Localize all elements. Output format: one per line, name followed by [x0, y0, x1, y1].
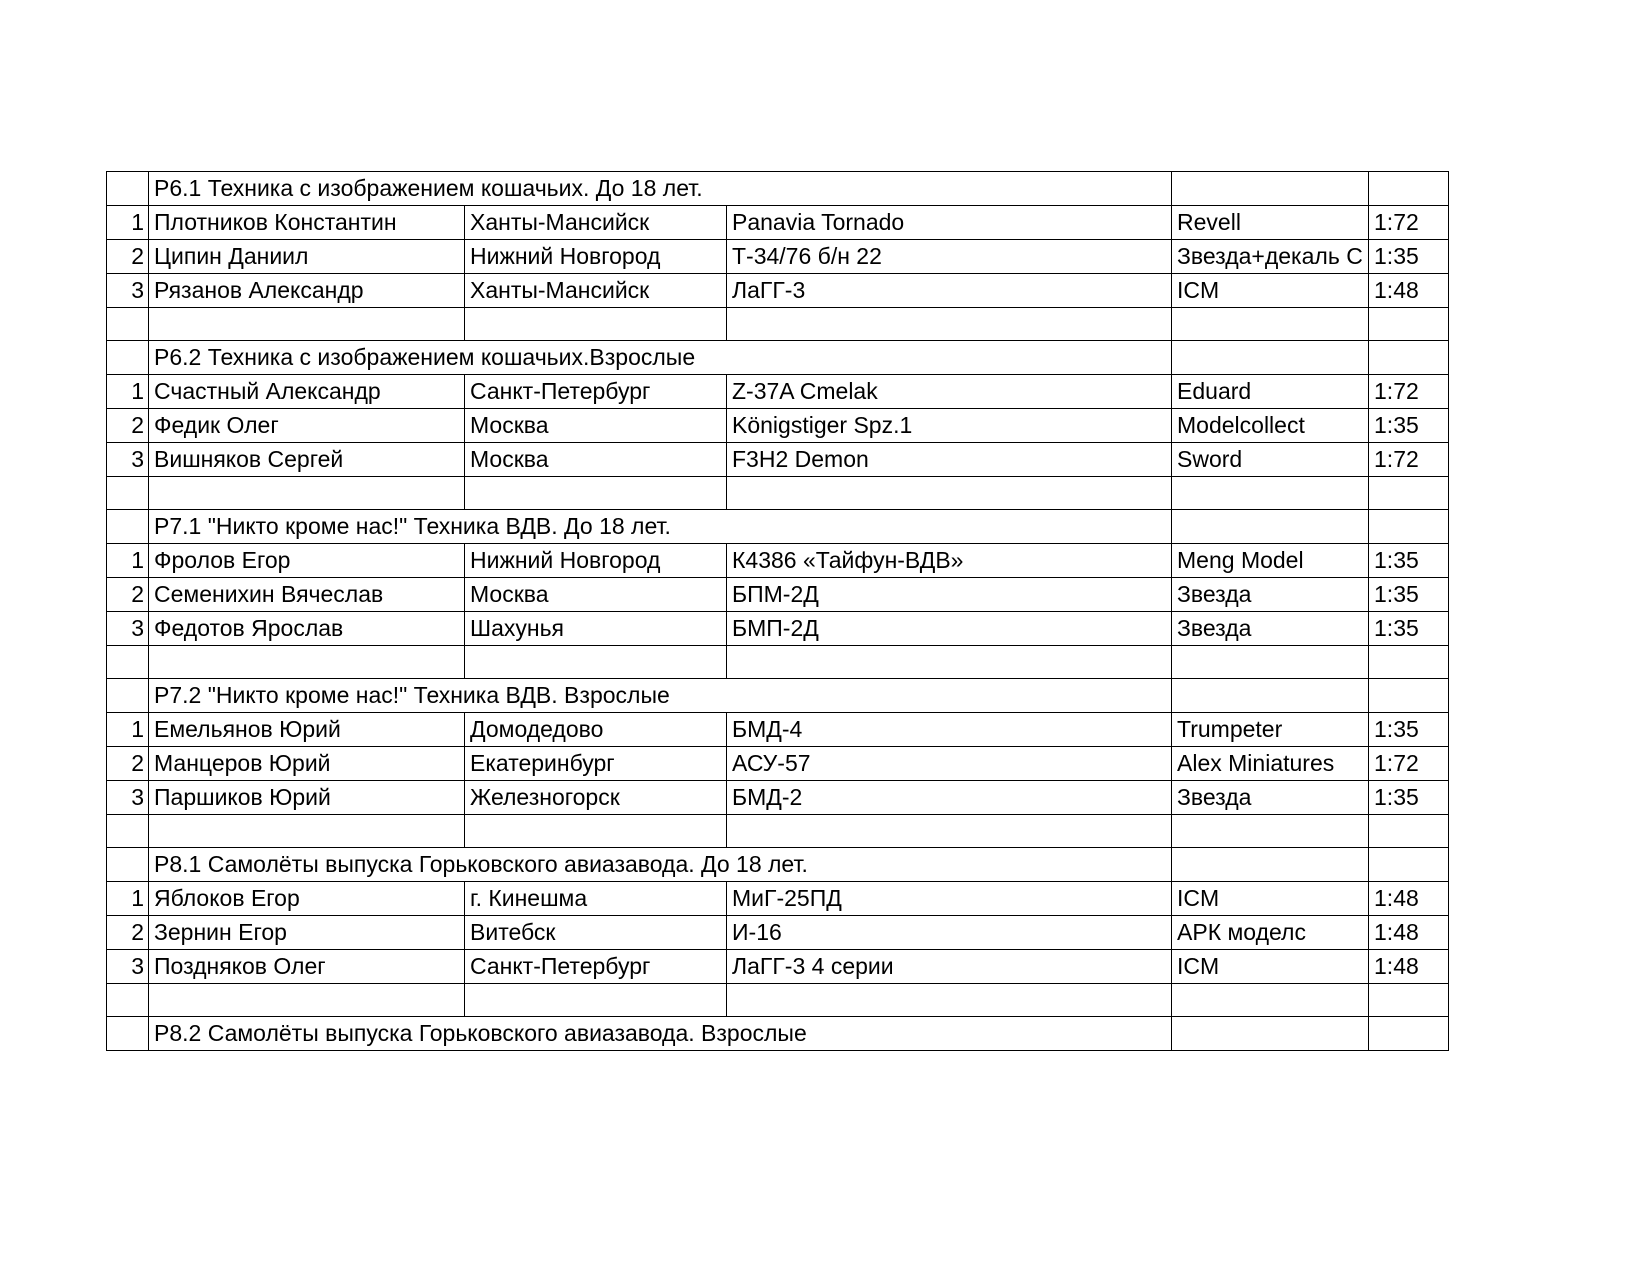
scale-cell	[1369, 646, 1449, 679]
place-cell: 1	[107, 882, 149, 916]
model-cell: Т-34/76 б/н 22	[727, 240, 1172, 274]
scale-cell	[1369, 477, 1449, 510]
table-row	[107, 409, 1449, 443]
model-cell: АСУ-57	[727, 747, 1172, 781]
name-cell: Поздняков Олег	[149, 950, 465, 984]
maker-cell	[1172, 646, 1369, 679]
model-cell: БПМ-2Д	[727, 578, 1172, 612]
name-cell: Федик Олег	[149, 409, 465, 443]
maker-cell: Meng Model	[1172, 544, 1369, 578]
model-cell: Königstiger Spz.1	[727, 409, 1172, 443]
place-cell	[107, 341, 149, 375]
place-cell	[107, 308, 149, 341]
place-cell	[107, 172, 149, 206]
place-cell	[107, 984, 149, 1017]
model-cell: ЛаГГ-3 4 серии	[727, 950, 1172, 984]
name-cell: Манцеров Юрий	[149, 747, 465, 781]
model-cell	[727, 815, 1172, 848]
place-cell: 1	[107, 544, 149, 578]
maker-cell	[1172, 308, 1369, 341]
table-row	[107, 240, 1449, 274]
spacer-row	[107, 984, 1449, 1017]
table-row	[107, 578, 1449, 612]
section-title: Р6.2 Техника с изображением кошачьих.Взрослые	[149, 341, 1172, 375]
scale-cell	[1369, 1017, 1449, 1051]
section-title-row	[107, 510, 1449, 544]
maker-cell: Modelcollect	[1172, 409, 1369, 443]
model-cell: Panavia Tornado	[727, 206, 1172, 240]
scale-cell: 1:48	[1369, 274, 1449, 308]
table-row	[107, 781, 1449, 815]
scale-cell: 1:35	[1369, 781, 1449, 815]
table-row	[107, 916, 1449, 950]
maker-cell: Trumpeter	[1172, 713, 1369, 747]
spacer-row	[107, 308, 1449, 341]
scale-cell	[1369, 308, 1449, 341]
model-cell: F3H2 Demon	[727, 443, 1172, 477]
model-cell	[727, 646, 1172, 679]
city-cell: Железногорск	[465, 781, 727, 815]
scale-cell: 1:35	[1369, 409, 1449, 443]
name-cell	[149, 984, 465, 1017]
place-cell: 3	[107, 274, 149, 308]
name-cell	[149, 477, 465, 510]
table-row	[107, 375, 1449, 409]
table-row	[107, 206, 1449, 240]
place-cell	[107, 815, 149, 848]
city-cell: Нижний Новгород	[465, 544, 727, 578]
place-cell: 1	[107, 206, 149, 240]
city-cell: Домодедово	[465, 713, 727, 747]
table-row	[107, 882, 1449, 916]
name-cell: Зернин Егор	[149, 916, 465, 950]
scale-cell	[1369, 510, 1449, 544]
model-cell: БМД-4	[727, 713, 1172, 747]
maker-cell: Eduard	[1172, 375, 1369, 409]
city-cell	[465, 984, 727, 1017]
section-title: Р8.2 Самолёты выпуска Горьковского авиазавода. Взрослые	[149, 1017, 1172, 1051]
city-cell: Витебск	[465, 916, 727, 950]
scale-cell: 1:48	[1369, 950, 1449, 984]
city-cell: Москва	[465, 578, 727, 612]
model-cell: БМД-2	[727, 781, 1172, 815]
city-cell: Ханты-Мансийск	[465, 274, 727, 308]
place-cell: 1	[107, 375, 149, 409]
model-cell: К4386 «Тайфун-ВДВ»	[727, 544, 1172, 578]
city-cell	[465, 477, 727, 510]
name-cell: Плотников Константин	[149, 206, 465, 240]
scale-cell: 1:72	[1369, 747, 1449, 781]
model-cell	[727, 984, 1172, 1017]
place-cell: 2	[107, 916, 149, 950]
scale-cell: 1:35	[1369, 713, 1449, 747]
scale-cell: 1:72	[1369, 375, 1449, 409]
city-cell: Москва	[465, 409, 727, 443]
scale-cell: 1:48	[1369, 882, 1449, 916]
place-cell	[107, 679, 149, 713]
scale-cell: 1:72	[1369, 206, 1449, 240]
section-title-row	[107, 848, 1449, 882]
name-cell: Ципин Даниил	[149, 240, 465, 274]
city-cell	[465, 815, 727, 848]
table-row	[107, 950, 1449, 984]
scale-cell	[1369, 815, 1449, 848]
maker-cell	[1172, 477, 1369, 510]
maker-cell: Звезда	[1172, 578, 1369, 612]
model-cell: ЛаГГ-3	[727, 274, 1172, 308]
maker-cell: Revell	[1172, 206, 1369, 240]
maker-cell: Звезда	[1172, 612, 1369, 646]
place-cell: 2	[107, 578, 149, 612]
model-cell: БМП-2Д	[727, 612, 1172, 646]
section-title: Р7.1 "Никто кроме нас!" Техника ВДВ. До 18 лет.	[149, 510, 1172, 544]
scale-cell	[1369, 679, 1449, 713]
scale-cell: 1:35	[1369, 240, 1449, 274]
model-cell	[727, 308, 1172, 341]
maker-cell	[1172, 172, 1369, 206]
city-cell	[465, 646, 727, 679]
name-cell: Федотов Ярослав	[149, 612, 465, 646]
place-cell: 3	[107, 443, 149, 477]
name-cell: Рязанов Александр	[149, 274, 465, 308]
place-cell: 2	[107, 240, 149, 274]
name-cell	[149, 646, 465, 679]
city-cell: Екатеринбург	[465, 747, 727, 781]
table-row	[107, 443, 1449, 477]
maker-cell	[1172, 984, 1369, 1017]
table-row	[107, 713, 1449, 747]
section-title-row	[107, 341, 1449, 375]
place-cell	[107, 477, 149, 510]
city-cell: Москва	[465, 443, 727, 477]
maker-cell: Alex Miniatures	[1172, 747, 1369, 781]
place-cell	[107, 510, 149, 544]
maker-cell	[1172, 341, 1369, 375]
spacer-row	[107, 815, 1449, 848]
table-row	[107, 274, 1449, 308]
place-cell	[107, 848, 149, 882]
model-cell: Z-37A Cmelak	[727, 375, 1172, 409]
results-table	[106, 171, 1449, 1051]
scale-cell	[1369, 984, 1449, 1017]
spacer-row	[107, 646, 1449, 679]
city-cell: Санкт-Петербург	[465, 950, 727, 984]
maker-cell: ICM	[1172, 950, 1369, 984]
place-cell: 3	[107, 950, 149, 984]
name-cell	[149, 815, 465, 848]
maker-cell	[1172, 848, 1369, 882]
model-cell: И-16	[727, 916, 1172, 950]
section-title: Р8.1 Самолёты выпуска Горьковского авиазавода. До 18 лет.	[149, 848, 1172, 882]
maker-cell	[1172, 815, 1369, 848]
city-cell: Шахунья	[465, 612, 727, 646]
maker-cell: АРК моделс	[1172, 916, 1369, 950]
scale-cell	[1369, 341, 1449, 375]
place-cell: 1	[107, 713, 149, 747]
name-cell: Фролов Егор	[149, 544, 465, 578]
maker-cell: Звезда	[1172, 781, 1369, 815]
table-row	[107, 544, 1449, 578]
place-cell	[107, 646, 149, 679]
section-title-row	[107, 172, 1449, 206]
maker-cell	[1172, 679, 1369, 713]
maker-cell	[1172, 1017, 1369, 1051]
maker-cell	[1172, 510, 1369, 544]
maker-cell: ICM	[1172, 882, 1369, 916]
section-title-row	[107, 679, 1449, 713]
scale-cell	[1369, 172, 1449, 206]
name-cell: Яблоков Егор	[149, 882, 465, 916]
scale-cell: 1:35	[1369, 578, 1449, 612]
maker-cell: ICM	[1172, 274, 1369, 308]
city-cell: Нижний Новгород	[465, 240, 727, 274]
city-cell: Санкт-Петербург	[465, 375, 727, 409]
name-cell: Паршиков Юрий	[149, 781, 465, 815]
city-cell: г. Кинешма	[465, 882, 727, 916]
city-cell	[465, 308, 727, 341]
name-cell: Счастный Александр	[149, 375, 465, 409]
place-cell: 3	[107, 612, 149, 646]
name-cell	[149, 308, 465, 341]
table-row	[107, 612, 1449, 646]
model-cell	[727, 477, 1172, 510]
place-cell: 2	[107, 747, 149, 781]
place-cell: 2	[107, 409, 149, 443]
scale-cell: 1:35	[1369, 544, 1449, 578]
name-cell: Семенихин Вячеслав	[149, 578, 465, 612]
name-cell: Вишняков Сергей	[149, 443, 465, 477]
scale-cell: 1:72	[1369, 443, 1449, 477]
scale-cell: 1:48	[1369, 916, 1449, 950]
table-row	[107, 747, 1449, 781]
scale-cell	[1369, 848, 1449, 882]
name-cell: Емельянов Юрий	[149, 713, 465, 747]
scale-cell: 1:35	[1369, 612, 1449, 646]
section-title-row	[107, 1017, 1449, 1051]
section-title: Р6.1 Техника с изображением кошачьих. До 18 лет.	[149, 172, 1172, 206]
place-cell: 3	[107, 781, 149, 815]
spacer-row	[107, 477, 1449, 510]
maker-cell: Sword	[1172, 443, 1369, 477]
model-cell: МиГ-25ПД	[727, 882, 1172, 916]
section-title: Р7.2 "Никто кроме нас!" Техника ВДВ. Взрослые	[149, 679, 1172, 713]
city-cell: Ханты-Мансийск	[465, 206, 727, 240]
maker-cell: Звезда+декаль С	[1172, 240, 1369, 274]
place-cell	[107, 1017, 149, 1051]
results-body	[107, 172, 1449, 1051]
